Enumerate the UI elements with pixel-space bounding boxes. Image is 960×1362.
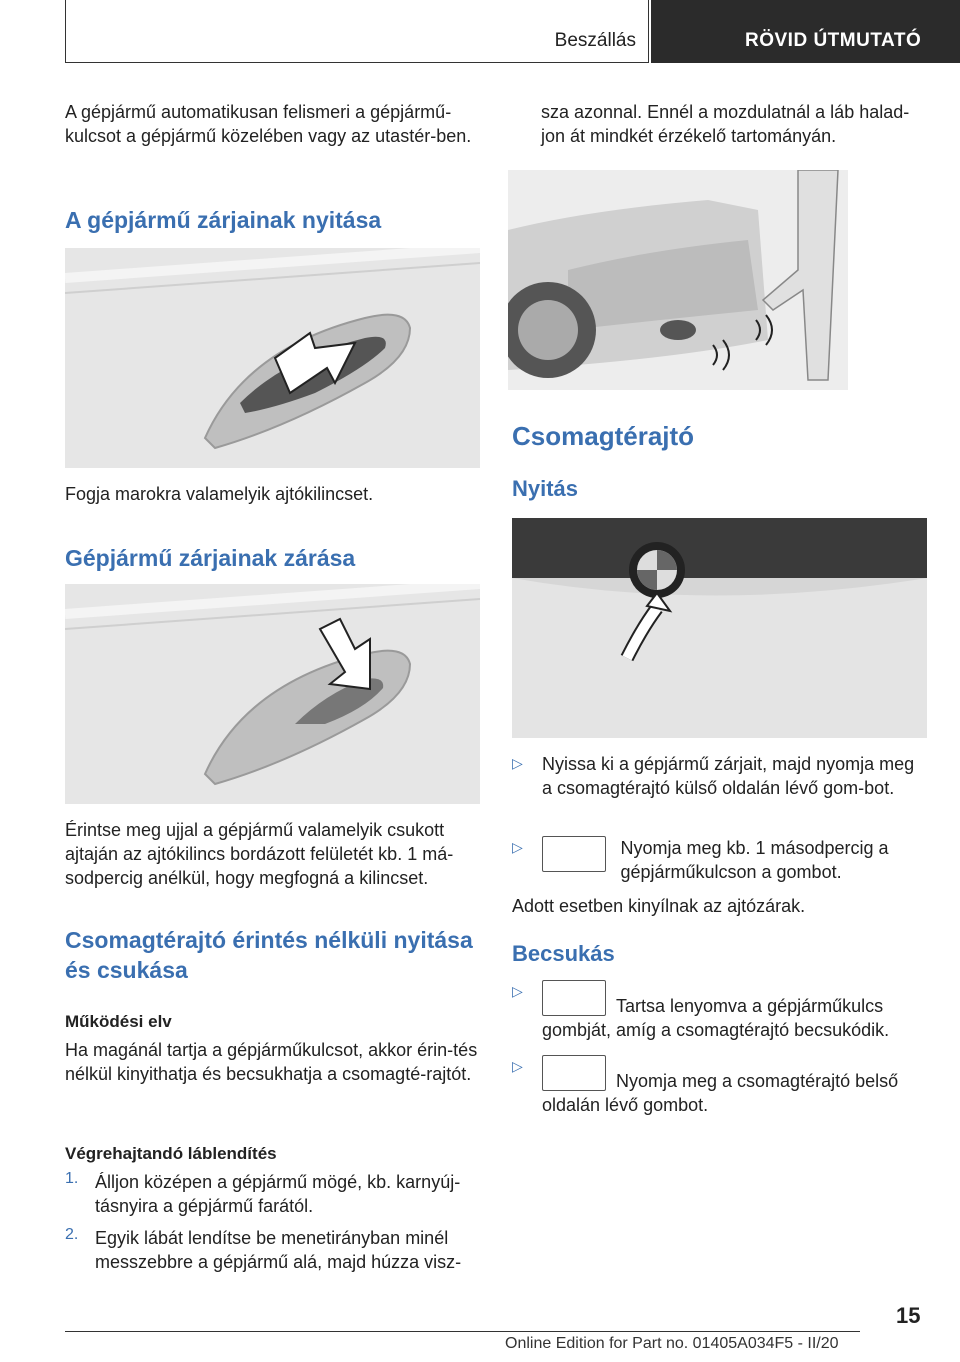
step-text: Egyik lábát lendítse be menetirányban minél messzebbre a gépjármű alá, majd húzza visz- (95, 1228, 462, 1272)
caption-lock: Érintse meg ujjal a gépjármű valamelyik csukott ajtaján az ajtókilincs bordázott felületét kb. 1 má-sodpercig anélkül, hogy megfogná a kilincset. (65, 820, 454, 888)
bullet-2 (512, 836, 927, 884)
kick-gesture-image (508, 170, 848, 390)
caption-unlock: Fogja marokra valamelyik ajtókilincset. (65, 484, 374, 504)
right-note (512, 894, 927, 918)
bullet-triangle-icon: ▷ (512, 755, 523, 771)
header-box (65, 0, 649, 63)
left-kick (65, 1142, 480, 1274)
footer-edition: Online Edition for Part no. 01405A034F5 - II/20 (505, 1335, 839, 1352)
step-2 (65, 1226, 480, 1274)
car-key-button-icon (542, 836, 606, 872)
left-h-lock (65, 543, 480, 573)
bullet-text: Nyomja meg a csomagtérajtó belső oldalán lévő gombot. (542, 1071, 899, 1115)
car-key-button-icon (542, 980, 606, 1016)
step-number: 1. (65, 1170, 79, 1187)
bullet-text: Tartsa lenyomva a gépjárműkulcs gombját, amíg a csomagtérajtó becsukódik. (542, 996, 890, 1040)
step-number: 2. (65, 1226, 79, 1243)
bullet-4 (512, 1055, 927, 1117)
continuation-text: sza azonnal. Ennél a mozdulatnál a láb halad-jon át mindkét érzékelő tartományán. (541, 102, 910, 146)
bullet-text: Nyissa ki a gépjármű zárjait, majd nyomja meg a csomagtérajtó külső oldalán lévő gom-bot. (542, 754, 915, 798)
door-handle-lock-image (65, 584, 480, 804)
left-cap-open (65, 482, 480, 506)
heading-kick: Végrehajtandó láblendítés (65, 1144, 277, 1163)
left-principle (65, 1010, 480, 1086)
note-text: Adott esetben kinyílnak az ajtózárak. (512, 896, 806, 916)
tailgate-button-image (512, 518, 927, 738)
heading-principle: Működési elv (65, 1012, 172, 1031)
bullet-triangle-icon: ▷ (512, 1058, 523, 1074)
right-h-open (512, 475, 927, 503)
section-title: Beszállás (554, 30, 636, 51)
step-1 (65, 1170, 480, 1218)
left-h-open (65, 205, 480, 235)
chapter-tab (651, 0, 960, 63)
step-text: Álljon középen a gépjármű mögé, kb. karnyúj-tásnyira a gépjármű farától. (95, 1172, 461, 1216)
bullet-triangle-icon: ▷ (512, 983, 523, 999)
footer-rule (65, 1331, 860, 1332)
left-intro (65, 100, 480, 148)
principle-text: Ha magánál tartja a gépjárműkulcsot, akkor érin-tés nélkül kinyithatja és becsukhatja a csomagté-rajtót. (65, 1040, 478, 1084)
tailgate-button-icon (542, 1055, 606, 1091)
heading-close: Becsukás (512, 941, 615, 966)
heading-tailgate: Csomagtérajtó (512, 421, 695, 451)
right-cont (541, 100, 931, 148)
door-handle-unlock-image (65, 248, 480, 468)
heading-unlock: A gépjármű zárjainak nyitása (65, 207, 382, 233)
chapter-title: RÖVID ÚTMUTATÓ (745, 30, 922, 51)
left-cap-lock (65, 818, 480, 890)
bullet-1 (512, 752, 927, 800)
right-h-tailgate (512, 420, 927, 452)
heading-open: Nyitás (512, 476, 579, 501)
right-h-close (512, 940, 927, 968)
bullet-triangle-icon: ▷ (512, 839, 523, 855)
intro-text: A gépjármű automatikusan felismeri a gépjármű-kulcsot a gépjármű közelében vagy az utastér-ben. (65, 102, 472, 146)
page-number: 15 (896, 1303, 921, 1328)
bullet-3 (512, 980, 927, 1042)
bullet-text: Nyomja meg kb. 1 másodpercig a gépjárműkulcson a gombot. (620, 838, 889, 882)
heading-touchless: Csomagtérajtó érintés nélküli nyitása és csukása (65, 927, 473, 983)
left-h-touchless (65, 925, 480, 985)
heading-lock: Gépjármű zárjainak zárása (65, 545, 356, 571)
